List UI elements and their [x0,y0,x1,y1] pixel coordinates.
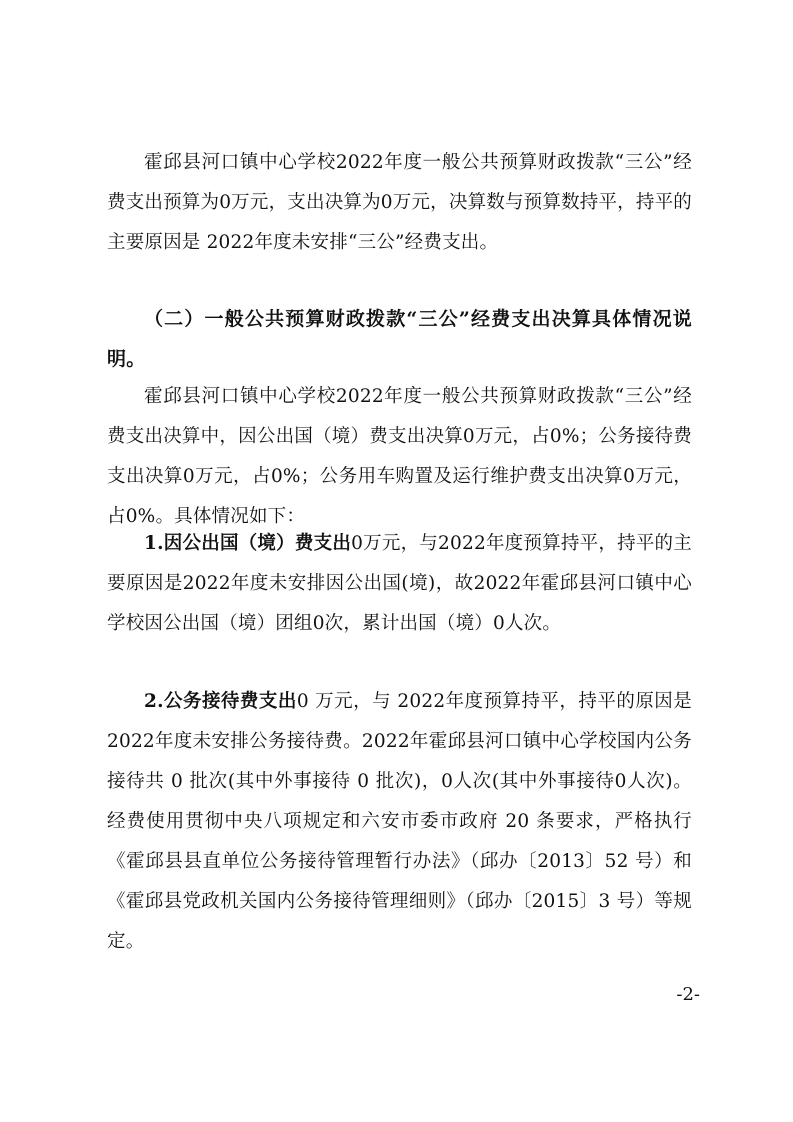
overseas-travel-title: 1.因公出国（境）费支出 [144,533,352,554]
paragraph-official-reception [107,682,692,962]
paragraph-detail-summary: 霍邱县河口镇中心学校2022年度一般公共预算财政拨款“三公”经费支出决算中，因公出国（境）费支出决算0万元，占0%；公务接待费支出决算0万元，占0%；公务用车购置及运行维护费支出决算0万元，占0%。具体情况如下： [107,386,692,527]
paragraph-overseas-travel [107,524,692,644]
paragraph-three-public-overview: 霍邱县河口镇中心学校2022年度一般公共预算财政拨款“三公”经费支出预算为0万元，支出决算为0万元，决算数与预算数持平，持平的主要原因是 2022年度未安排“三公”经费支出。 [107,152,692,253]
official-reception-body: 0 万元，与 2022年度预算持平，持平的原因是 2022年度未安排公务接待费。2022年霍邱县河口镇中心学校国内公务接待共 0 批次(其中外事接待 0 批次)，0人次(其中外事接待0人次)。经费使用贯彻中央八项规定和六安市委市政府 20 条要求，严格执行《霍邱县县直单位公务接待管理暂行办法》（邱办〔2013〕52 号）和《霍邱县党政机关国内公务接待管理细则》（邱办〔2015〕3 号）等规定。 [107,691,692,952]
overseas-travel-body: 0万元，与2022年度预算持平，持平的主要原因是2022年度未安排因公出国(境)，故2022年霍邱县河口镇中心学校因公出国（境）团组0次，累计出国（境）0人次。 [107,533,692,634]
section-heading-detail: （二）一般公共预算财政拨款“三公”经费支出决算具体情况说明。 [107,308,692,370]
page-number: -2- [676,984,700,1005]
official-reception-title: 2.公务接待费支出 [144,691,297,712]
